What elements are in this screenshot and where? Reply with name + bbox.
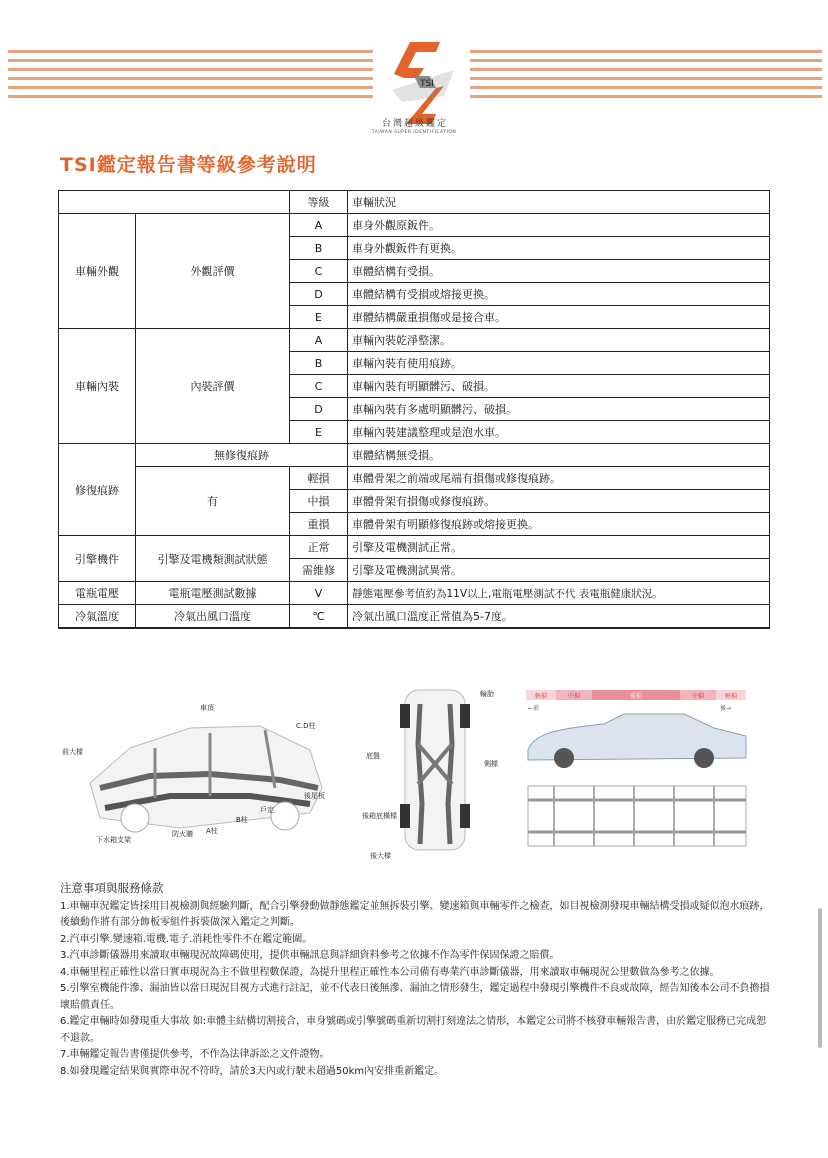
repair-grade: 重損 [290, 513, 348, 536]
label-side-beam: 側樑 [484, 760, 498, 768]
label-floor: 底盤 [366, 752, 380, 760]
note-item: 2.汽車引擎.變速箱.電機.電子.消耗性零件不在鑑定範圍。 [60, 933, 313, 945]
label-rear-cross: 後箱底橫樑 [362, 812, 397, 820]
exterior-category: 車輛外觀 [59, 214, 136, 329]
interior-status: 車輛內裝有多處明顯髒污、破損。 [348, 398, 770, 421]
repair-grade: 中損 [290, 490, 348, 513]
interior-grade: A [290, 329, 348, 352]
rear-label: 後→ [720, 705, 732, 712]
interior-category: 車輛內裝 [59, 329, 136, 444]
battery-category: 電瓶電壓 [59, 582, 136, 605]
repair-has-label: 有 [136, 467, 290, 536]
exterior-status: 車體結構嚴重損傷或是接合車。 [348, 306, 770, 329]
damage-zone-diagram [524, 688, 754, 858]
chassis-diagram [360, 684, 520, 864]
svg-text:TSI: TSI [420, 79, 434, 89]
note-item: 8.如發現鑑定結果與實際車況不符時，請於3天內或行駛未超過50km內安排重新鑑定。 [60, 1065, 445, 1077]
note-item: 4.車輛里程正確性以當日實車現況為主不做里程數保證，為提升里程正確性本公司備有專業汽車診斷儀器，用來讀取車輛現況公里數做為參考之依據。 [60, 966, 720, 978]
front-label: ←前 [528, 705, 540, 712]
interior-status: 車輛內裝有使用痕跡。 [348, 352, 770, 375]
note-item: 3.汽車診斷儀器用來讀取車輛現況故障碼使用，提供車輛訊息與詳細資料參考之依據不作為零件保固保證之賠償。 [60, 950, 560, 961]
interior-subcategory: 內裝評價 [136, 329, 290, 444]
interior-grade: E [290, 421, 348, 444]
label-sill: 戶定 [260, 806, 274, 814]
header-stripes-right [470, 50, 822, 102]
interior-status: 車輛內裝乾淨整潔。 [348, 329, 770, 352]
interior-grade: B [290, 352, 348, 375]
vertical-scrollbar[interactable] [818, 908, 822, 1048]
table-corner-cell [59, 191, 290, 214]
label-c-pillar: C.D柱 [296, 722, 316, 730]
logo-name-en: TAIWAN SUPER IDENTIFICATION [371, 130, 457, 135]
exterior-grade: C [290, 260, 348, 283]
engine-subcategory: 引擎及電機類測試狀態 [136, 536, 290, 582]
battery-status: 靜態電壓參考值約為11V以上,電瓶電壓測試不代 表電瓶健康狀況。 [348, 582, 770, 605]
engine-status: 引擎及電機測試正常。 [348, 536, 770, 559]
grading-table [58, 190, 770, 629]
logo-name-cn: 台灣超級鑑定 [381, 119, 448, 129]
note-item: 5.引擎室機能件滲、漏油皆以當日現況目視方式進行註記，並不代表日後無滲、漏油之情形發生，鑑定過程中發現引擎機件不良或故障，經告知後本公司不負擔損壞賠償責任。 [60, 983, 770, 1011]
label-radiator-support: 下水箱支架 [96, 836, 131, 844]
notes-heading: 注意事項與服務條款 [60, 881, 164, 895]
ac-subcategory: 冷氣出風口溫度 [136, 605, 290, 629]
engine-grade: 需維修 [290, 559, 348, 582]
label-front-beam: 前大樑 [62, 748, 83, 756]
grade-header: 等級 [290, 191, 348, 214]
label-firewall: 防火牆 [172, 830, 193, 838]
ac-category: 冷氣溫度 [59, 605, 136, 629]
label-rear-panel: 後尾板 [304, 792, 325, 800]
zone-label: 輕損 [534, 693, 548, 700]
zone-label: 重損 [629, 693, 643, 700]
interior-grade: C [290, 375, 348, 398]
exterior-status: 車身外觀原鈑件。 [348, 214, 770, 237]
engine-status: 引擎及電機測試異常。 [348, 559, 770, 582]
repair-none-status: 車體結構無受損。 [348, 444, 770, 467]
repair-none-label: 無修復痕跡 [136, 444, 348, 467]
exterior-status: 車體結構有受損或熔接更換。 [348, 283, 770, 306]
note-item: 6.鑑定車輛時如發現重大事故 如:車體主結構切割接合，車身號碼或引擎號碼重新切割打刻違法之情形，本鑑定公司將不核發車輛報告書，由於鑑定服務已完成恕不退款。 [60, 1016, 767, 1044]
zone-label: 中損 [691, 693, 705, 700]
header-stripes-left [8, 50, 373, 102]
engine-category: 引擎機件 [59, 536, 136, 582]
repair-category: 修復痕跡 [59, 444, 136, 536]
exterior-status: 車身外觀鈑件有更換。 [348, 237, 770, 260]
interior-grade: D [290, 398, 348, 421]
exterior-grade: E [290, 306, 348, 329]
engine-grade: 正常 [290, 536, 348, 559]
exterior-status: 車體結構有受損。 [348, 260, 770, 283]
repair-status: 車體骨架有損傷或修復痕跡。 [348, 490, 770, 513]
terms-notes [60, 880, 772, 1080]
page-title: TSI鑑定報告書等級參考說明 [60, 154, 317, 176]
exterior-subcategory: 外觀評價 [136, 214, 290, 329]
interior-status: 車輛內裝建議整理或是泡水車。 [348, 421, 770, 444]
label-a-pillar: A柱 [206, 827, 218, 835]
note-item: 7.車輛鑑定報告書僅提供參考，不作為法律訴訟之文件證物。 [60, 1049, 330, 1060]
zone-label: 輕損 [724, 693, 738, 700]
ac-grade: ℃ [290, 605, 348, 629]
exterior-grade: A [290, 214, 348, 237]
zone-label: 中損 [567, 693, 581, 700]
exterior-grade: B [290, 237, 348, 260]
battery-subcategory: 電瓶電壓測試數據 [136, 582, 290, 605]
ac-status: 冷氣出風口溫度正常值為5-7度。 [348, 605, 770, 629]
repair-grade: 輕損 [290, 467, 348, 490]
label-roof: 車頂 [200, 704, 214, 712]
exterior-grade: D [290, 283, 348, 306]
label-rear-beam: 後大樑 [370, 852, 391, 860]
interior-status: 車輛內裝有明顯髒污、破損。 [348, 375, 770, 398]
status-header: 車輛狀況 [348, 191, 770, 214]
repair-status: 車體骨架有明顯修復痕跡或熔接更換。 [348, 513, 770, 536]
label-wheelhouse: 輪胎 [480, 690, 494, 698]
label-b-pillar: B柱 [236, 816, 248, 824]
repair-status: 車體骨架之前端或尾端有損傷或修復痕跡。 [348, 467, 770, 490]
battery-grade: V [290, 582, 348, 605]
note-item: 1.車輛車況鑑定皆採用目視檢測與經驗判斷，配合引擎發動做靜態鑑定並無拆裝引擎、變速箱與車輛零件之檢查，如目視檢測發現車輛結構受損或疑似泡水痕跡，後續動作將有部分飾板零組件拆裝做深入鑑定之判斷。 [60, 900, 770, 928]
body-frame-diagram [60, 688, 350, 858]
